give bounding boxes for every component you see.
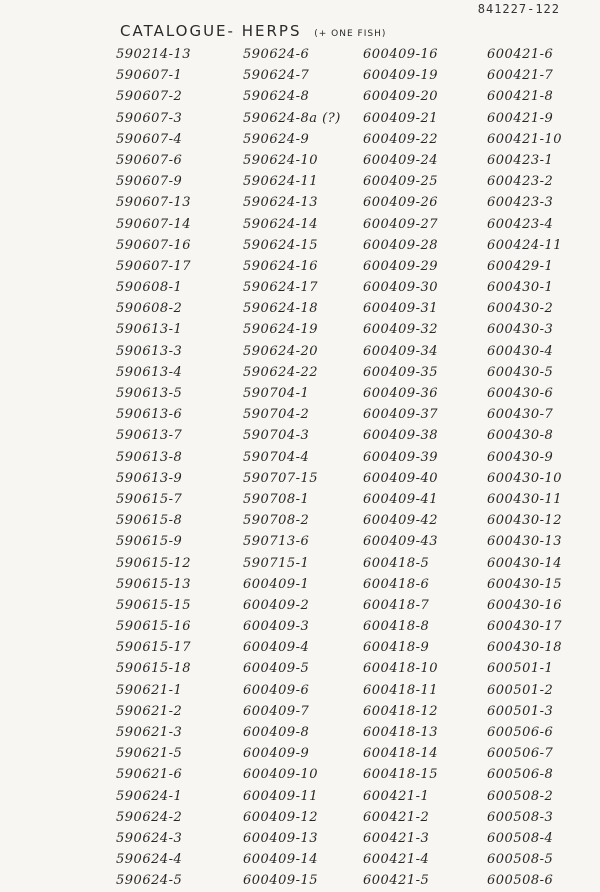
catalogue-entry: 590624-9 — [243, 131, 310, 147]
catalogue-entry: 590624-5 — [116, 873, 183, 889]
catalogue-entry: 600421-10 — [487, 131, 563, 147]
catalogue-entry: 600409-22 — [363, 131, 439, 147]
catalogue-entry: 590608-1 — [116, 280, 183, 296]
catalogue-entry: 600409-3 — [243, 619, 310, 635]
catalogue-entry: 590607-16 — [116, 237, 192, 253]
catalogue-entry: 590607-6 — [116, 152, 183, 168]
catalogue-entry: 600409-4 — [243, 640, 310, 656]
catalogue-entry: 590615-13 — [116, 576, 192, 592]
page-subtitle: (+ ONE FISH) — [314, 29, 387, 39]
catalogue-entry: 600430-7 — [487, 407, 554, 423]
catalogue-column-3 — [363, 44, 438, 892]
catalogue-entry: 590613-4 — [116, 364, 183, 380]
catalogue-entry: 600430-6 — [487, 386, 554, 401]
catalogue-entry: 600423-1 — [487, 152, 554, 168]
catalogue-entry: 600409-7 — [243, 703, 310, 719]
catalogue-entry: 600409-25 — [363, 174, 439, 190]
catalogue-entry: 600409-24 — [363, 152, 439, 168]
catalogue-entry: 590621-3 — [116, 725, 183, 740]
catalogue-entry: 590607-13 — [116, 195, 192, 211]
catalogue-entry: 600421-4 — [363, 852, 430, 868]
catalogue-entry: 600418-7 — [363, 597, 430, 613]
catalogue-entry: 600409-40 — [363, 470, 439, 486]
catalogue-entry: 590624-16 — [243, 258, 319, 274]
catalogue-entry: 590607-2 — [116, 89, 183, 105]
catalogue-entry: 600508-2 — [487, 788, 554, 804]
catalogue-entry: 600409-19 — [363, 68, 439, 84]
catalogue-entry: 590607-9 — [116, 174, 183, 190]
catalogue-entry: 600430-15 — [487, 576, 563, 592]
catalogue-entry: 600409-13 — [243, 830, 319, 846]
catalogue-entry: 600429-1 — [487, 258, 554, 274]
catalogue-entry: 590613-5 — [116, 386, 183, 401]
catalogue-entry: 600430-8 — [487, 428, 554, 444]
catalogue-entry: 600421-3 — [363, 830, 430, 846]
catalogue-entry: 600409-16 — [363, 47, 439, 62]
catalogue-entry: 600430-3 — [487, 322, 554, 338]
catalogue-entry: 600409-1 — [243, 576, 310, 592]
catalogue-entry: 600418-8 — [363, 619, 430, 635]
catalogue-entry: 590708-2 — [243, 513, 310, 529]
catalogue-entry: 600506-6 — [487, 725, 554, 740]
catalogue-entry: 600430-13 — [487, 534, 563, 550]
catalogue-entry: 600506-7 — [487, 746, 554, 762]
catalogue-entry: 600409-31 — [363, 301, 439, 317]
page-header — [120, 22, 386, 40]
catalogue-entry: 590615-18 — [116, 661, 192, 677]
catalogue-entry: 590615-17 — [116, 640, 192, 656]
catalogue-entry: 590624-10 — [243, 152, 319, 168]
catalogue-entry: 600409-12 — [243, 809, 319, 825]
catalogue-entry: 600409-37 — [363, 407, 439, 423]
catalogue-entry: 600430-16 — [487, 597, 563, 613]
catalogue-entry: 600409-21 — [363, 110, 439, 126]
catalogue-entry: 600430-10 — [487, 470, 563, 486]
catalogue-entry: 590713-6 — [243, 534, 310, 550]
catalogue-entry: 590621-2 — [116, 703, 183, 719]
catalogue-entry: 590624-20 — [243, 343, 319, 359]
catalogue-entry: 590613-9 — [116, 470, 183, 486]
catalogue-entry: 600418-6 — [363, 576, 430, 592]
catalogue-entry: 590624-8 — [243, 89, 310, 105]
catalogue-entry: 600409-27 — [363, 216, 439, 232]
catalogue-entry: 590615-12 — [116, 555, 192, 571]
catalogue-entry: 590613-1 — [116, 322, 183, 338]
catalogue-entry: 600430-4 — [487, 343, 554, 359]
page-title: CATALOGUE- HERPS — [120, 22, 302, 40]
catalogue-entry: 590624-19 — [243, 322, 319, 338]
catalogue-entry: 600501-1 — [487, 661, 554, 677]
catalogue-entry: 600418-5 — [363, 555, 430, 571]
catalogue-entry: 600418-12 — [363, 703, 439, 719]
catalogue-entry: 600421-9 — [487, 110, 554, 126]
catalogue-entry: 590607-3 — [116, 110, 183, 126]
document-number: 841227-122 — [477, 2, 560, 16]
catalogue-entry: 600409-2 — [243, 597, 310, 613]
catalogue-entry: 600508-5 — [487, 852, 554, 868]
catalogue-entry: 600430-18 — [487, 640, 563, 656]
catalogue-entry: 600508-6 — [487, 873, 554, 889]
catalogue-entry: 600409-43 — [363, 534, 439, 550]
catalogue-entry: 590704-4 — [243, 449, 310, 465]
catalogue-entry: 600508-3 — [487, 809, 554, 825]
catalogue-entry: 600430-1 — [487, 280, 554, 296]
catalogue-entry: 590624-1 — [116, 788, 183, 804]
catalogue-entry: 600423-4 — [487, 216, 554, 232]
catalogue-entry: 590708-1 — [243, 491, 310, 507]
catalogue-entry: 590624-22 — [243, 364, 319, 380]
catalogue-entry: 600409-36 — [363, 386, 439, 401]
catalogue-entry: 590624-11 — [243, 174, 319, 190]
catalogue-entry: 590607-4 — [116, 131, 183, 147]
catalogue-entry: 600409-34 — [363, 343, 439, 359]
catalogue-entry: 590615-8 — [116, 513, 183, 529]
catalogue-entry: 590607-14 — [116, 216, 192, 232]
catalogue-entry: 600430-2 — [487, 301, 554, 317]
catalogue-entry: 590615-7 — [116, 491, 183, 507]
catalogue-entry: 600421-8 — [487, 89, 554, 105]
catalogue-entry: 600409-5 — [243, 661, 310, 677]
catalogue-entry: 590624-13 — [243, 195, 319, 211]
catalogue-entry: 600409-35 — [363, 364, 439, 380]
catalogue-entry: 590615-9 — [116, 534, 183, 550]
catalogue-entry: 600409-20 — [363, 89, 439, 105]
catalogue-entry: 600501-3 — [487, 703, 554, 719]
catalogue-entry: 590624-14 — [243, 216, 319, 232]
catalogue-entry: 590615-16 — [116, 619, 192, 635]
catalogue-entry: 600409-14 — [243, 852, 319, 868]
catalogue-entry: 590624-6 — [243, 47, 310, 62]
catalogue-entry: 590624-7 — [243, 68, 310, 84]
catalogue-entry: 590613-3 — [116, 343, 183, 359]
catalogue-entry: 600409-32 — [363, 322, 439, 338]
catalogue-entry: 600424-11 — [487, 237, 563, 253]
catalogue-entry: 590621-1 — [116, 682, 183, 698]
catalogue-entry: 600501-2 — [487, 682, 554, 698]
catalogue-entry: 600430-14 — [487, 555, 563, 571]
catalogue-entry: 600418-13 — [363, 725, 439, 740]
catalogue-entry: 590621-5 — [116, 746, 183, 762]
catalogue-entry: 600409-39 — [363, 449, 439, 465]
catalogue-entry: 600418-14 — [363, 746, 439, 762]
catalogue-entry: 590715-1 — [243, 555, 310, 571]
catalogue-entry: 600409-8 — [243, 725, 310, 740]
catalogue-entry: 600430-11 — [487, 491, 563, 507]
catalogue-entry: 590624-4 — [116, 852, 183, 868]
catalogue-column-2 — [243, 44, 341, 892]
catalogue-entry: 590613-8 — [116, 449, 183, 465]
catalogue-entry: 600421-2 — [363, 809, 430, 825]
catalogue-entry: 600430-12 — [487, 513, 563, 529]
catalogue-entry: 590621-6 — [116, 767, 183, 783]
catalogue-entry: 600430-5 — [487, 364, 554, 380]
catalogue-entry: 590624-17 — [243, 280, 319, 296]
catalogue-entry: 590707-15 — [243, 470, 319, 486]
catalogue-entry: 590608-2 — [116, 301, 183, 317]
catalogue-entry: 600409-42 — [363, 513, 439, 529]
catalogue-entry: 600418-10 — [363, 661, 439, 677]
catalogue-entry: 600508-4 — [487, 830, 554, 846]
catalogue-entry: 600423-2 — [487, 174, 554, 190]
catalogue-entry: 600409-10 — [243, 767, 319, 783]
catalogue-entry: 590607-1 — [116, 68, 183, 84]
catalogue-entry: 600430-17 — [487, 619, 563, 635]
catalogue-entry: 590704-3 — [243, 428, 310, 444]
catalogue-entry: 600409-26 — [363, 195, 439, 211]
catalogue-entry: 600409-30 — [363, 280, 439, 296]
catalogue-entry: 590624-8a (?) — [243, 110, 341, 126]
catalogue-entry: 590613-7 — [116, 428, 183, 444]
catalogue-entry: 600409-29 — [363, 258, 439, 274]
catalogue-entry: 600430-9 — [487, 449, 554, 465]
catalogue-column-4 — [487, 44, 562, 892]
catalogue-entry: 590607-17 — [116, 258, 192, 274]
catalogue-entry: 590624-3 — [116, 830, 183, 846]
catalogue-entry: 590704-2 — [243, 407, 310, 423]
catalogue-entry: 590624-18 — [243, 301, 319, 317]
catalogue-entry: 600421-1 — [363, 788, 430, 804]
catalogue-entry: 590704-1 — [243, 386, 310, 401]
catalogue-entry: 600409-6 — [243, 682, 310, 698]
catalogue-entry: 600409-15 — [243, 873, 319, 889]
catalogue-entry: 590615-15 — [116, 597, 192, 613]
catalogue-column-1 — [116, 44, 191, 892]
catalogue-entry: 600423-3 — [487, 195, 554, 211]
catalogue-entry: 600409-11 — [243, 788, 319, 804]
catalogue-entry: 600409-41 — [363, 491, 439, 507]
catalogue-entry: 590214-13 — [116, 47, 192, 62]
catalogue-entry: 600409-9 — [243, 746, 310, 762]
catalogue-entry: 600506-8 — [487, 767, 554, 783]
catalogue-entry: 590624-2 — [116, 809, 183, 825]
catalogue-entry: 600409-28 — [363, 237, 439, 253]
catalogue-entry: 600418-9 — [363, 640, 430, 656]
catalogue-entry: 590624-15 — [243, 237, 319, 253]
catalogue-entry: 600409-38 — [363, 428, 439, 444]
catalogue-entry: 600421-5 — [363, 873, 430, 889]
catalogue-entry: 600421-6 — [487, 47, 554, 62]
catalogue-entry: 600418-15 — [363, 767, 439, 783]
catalogue-entry: 600421-7 — [487, 68, 554, 84]
catalogue-entry: 590613-6 — [116, 407, 183, 423]
catalogue-entry: 600418-11 — [363, 682, 439, 698]
